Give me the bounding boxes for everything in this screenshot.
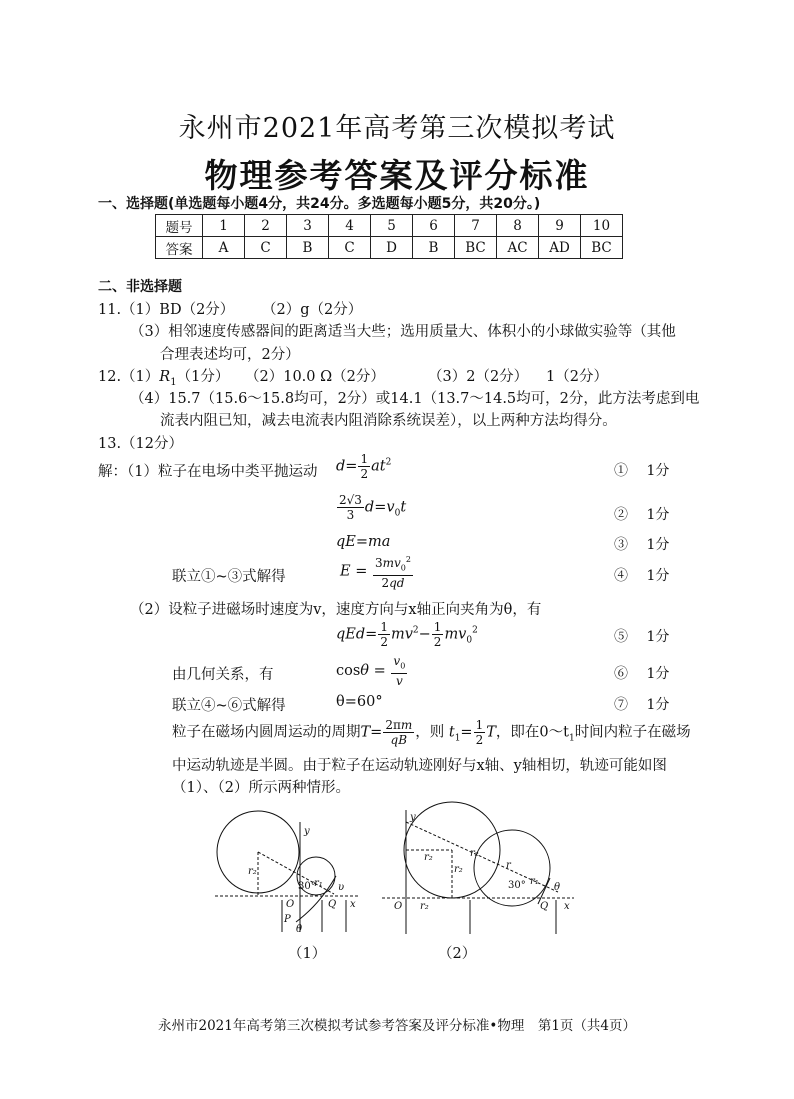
svg-text:O: O	[286, 899, 295, 910]
svg-text:30°: 30°	[508, 880, 526, 891]
equation-1: d= $\frac{1}{2}$ $at^2$	[336, 452, 392, 481]
table-row	[156, 215, 623, 237]
trajectory-statement: 中运动轨迹是半圆。由于粒子在运动轨迹刚好与x轴、y轴相切，轨迹可能如图	[172, 758, 667, 774]
svg-text:r₂: r₂	[248, 866, 257, 877]
table-cell: 5	[371, 215, 413, 237]
q11-part3-cont: 合理表述均可，2分）	[160, 347, 300, 363]
svg-text:r₁: r₁	[530, 876, 539, 887]
q11-part3: （3）相邻速度传感器间的距离适当大些；选用质量大、体积小的小球做实验等（其他	[130, 324, 676, 340]
table-cell: 3	[287, 215, 329, 237]
svg-text:y: y	[304, 826, 310, 837]
trajectory-cases: （1）、（2）所示两种情形。	[172, 780, 350, 796]
svg-text:θ: θ	[554, 882, 561, 893]
q11-part1: 11.（1）BD（2分）	[98, 302, 235, 318]
table-cell: B	[287, 237, 329, 259]
svg-text:x: x	[350, 899, 356, 910]
table-cell: BC	[581, 237, 623, 259]
q12-part2: （2）10.0 Ω（2分）	[245, 369, 385, 385]
svg-text:θ: θ	[296, 924, 303, 934]
answer-table	[155, 214, 623, 259]
section-1-heading: 一、选择题(单选题每小题4分，共24分。多选题每小题5分，共20分。)	[98, 196, 541, 212]
table-cell: B	[413, 237, 455, 259]
q12-part3a: （3）2（2分）	[428, 369, 529, 385]
svg-text:Q: Q	[540, 901, 549, 912]
period-text-4: 时间内粒子在磁场	[574, 724, 691, 741]
figure-1-diagram	[210, 804, 365, 934]
table-cell: 9	[539, 215, 581, 237]
table-cell: AC	[497, 237, 539, 259]
svg-text:r₂: r₂	[420, 901, 429, 912]
medium-circle	[474, 830, 550, 906]
q13-part2: （2）设粒子进磁场时速度为v，速度方向与x轴正向夹角为θ，有	[130, 602, 542, 618]
q12-part4: （4）15.7（15.6～15.8均可，2分）或14.1（13.7～14.5均可，2分，此方法考虑到电	[130, 391, 700, 407]
table-cell: 题号	[156, 215, 203, 237]
period-statement: 粒子在磁场内圆周运动的周期T= $\frac{2\pi m}{qB}$ ，则 $t_1=$ $\frac{1}{2}$ T，即在$0\sim t_1$时间内粒子在磁场	[172, 718, 691, 747]
figure-2-diagram	[378, 796, 578, 936]
svg-text:y: y	[410, 812, 416, 823]
mark-3: ③ 1分	[614, 537, 670, 553]
q13-heading: 13.（12分）	[98, 436, 184, 452]
table-cell: C	[329, 237, 371, 259]
q12-r-subscript: 1	[170, 376, 177, 388]
q12-part4-cont: 流表内阻已知，减去电流表内阻消除系统误差），以上两种方法均得分。	[160, 413, 617, 429]
q12-part1	[98, 365, 229, 388]
equation-3: qE=ma	[336, 534, 391, 550]
svg-text:r₂: r₂	[454, 864, 463, 875]
svg-text:υ: υ	[338, 882, 345, 893]
svg-text:Q: Q	[328, 899, 337, 910]
section-2-heading: 二、非选择题	[98, 279, 182, 295]
figure-1-caption: （1）	[288, 946, 327, 962]
table-cell: 2	[245, 215, 287, 237]
table-cell: BC	[455, 237, 497, 259]
table-row	[156, 237, 623, 259]
q12-part1-score: （1分）	[176, 369, 230, 385]
svg-text:r₁: r₁	[314, 878, 323, 889]
table-cell: D	[371, 237, 413, 259]
geometry-relation: 由几何关系，有	[172, 667, 274, 683]
svg-text:O: O	[394, 901, 403, 912]
q11-part2: （2）g（2分）	[262, 302, 363, 318]
period-text-1: 粒子在磁场内圆周运动的周期	[172, 724, 361, 741]
table-cell: 答案	[156, 237, 203, 259]
table-cell: AD	[539, 237, 581, 259]
table-cell: 1	[203, 215, 245, 237]
svg-text:r₂: r₂	[424, 852, 433, 863]
svg-text:x: x	[564, 901, 570, 912]
table-cell: 8	[497, 215, 539, 237]
equation-2: $\frac{2√3}{3}$ $d=v_0t$	[339, 493, 407, 522]
svg-text:r: r	[506, 860, 511, 871]
combine-4-6: 联立④~⑥式解得	[172, 698, 286, 714]
equation-6: cosθ = $\frac{v_0}{v}$	[336, 654, 406, 689]
document-subtitle: 物理参考答案及评分标准	[204, 156, 590, 195]
q12-r-symbol: R	[159, 369, 171, 385]
mark-1: ① 1分	[614, 463, 670, 479]
combine-1-3: 联立①~③式解得	[172, 569, 286, 585]
equation-4: E = $\frac{3mv_0^2}{2qd}$	[340, 555, 411, 591]
svg-text:r₂: r₂	[470, 848, 479, 859]
mark-7: ⑦ 1分	[614, 697, 670, 713]
equation-5: qEd= $\frac{1}{2}$ $mv^2-$ $\frac{1}{2}$ $mv_0^2$	[336, 620, 478, 649]
table-cell: C	[245, 237, 287, 259]
period-text-3: ，即在0～t	[495, 724, 569, 741]
q13-solution-intro: 解：（1）粒子在电场中类平抛运动	[98, 464, 318, 480]
table-cell: 6	[413, 215, 455, 237]
mark-4: ④ 1分	[614, 568, 670, 584]
q12-part3b: 1（2分）	[546, 369, 608, 385]
svg-text:P: P	[284, 914, 291, 925]
table-cell: 10	[581, 215, 623, 237]
document-title: 永州市2021年高考第三次模拟考试	[178, 113, 616, 144]
page-footer: 永州市2021年高考第三次模拟考试参考答案及评分标准•物理 第1页（共4页）	[158, 1018, 636, 1034]
figure-2-caption: （2）	[438, 946, 477, 962]
mark-2: ② 1分	[614, 507, 670, 523]
q12-label: 12.（1）	[98, 369, 160, 385]
table-cell: 4	[329, 215, 371, 237]
period-text-2: ，则	[415, 724, 445, 741]
equation-7: θ=60°	[336, 694, 383, 710]
table-cell: A	[203, 237, 245, 259]
mark-5: ⑤ 1分	[614, 629, 670, 645]
svg-text:30°: 30°	[298, 881, 316, 892]
mark-6: ⑥ 1分	[614, 666, 670, 682]
table-cell: 7	[455, 215, 497, 237]
